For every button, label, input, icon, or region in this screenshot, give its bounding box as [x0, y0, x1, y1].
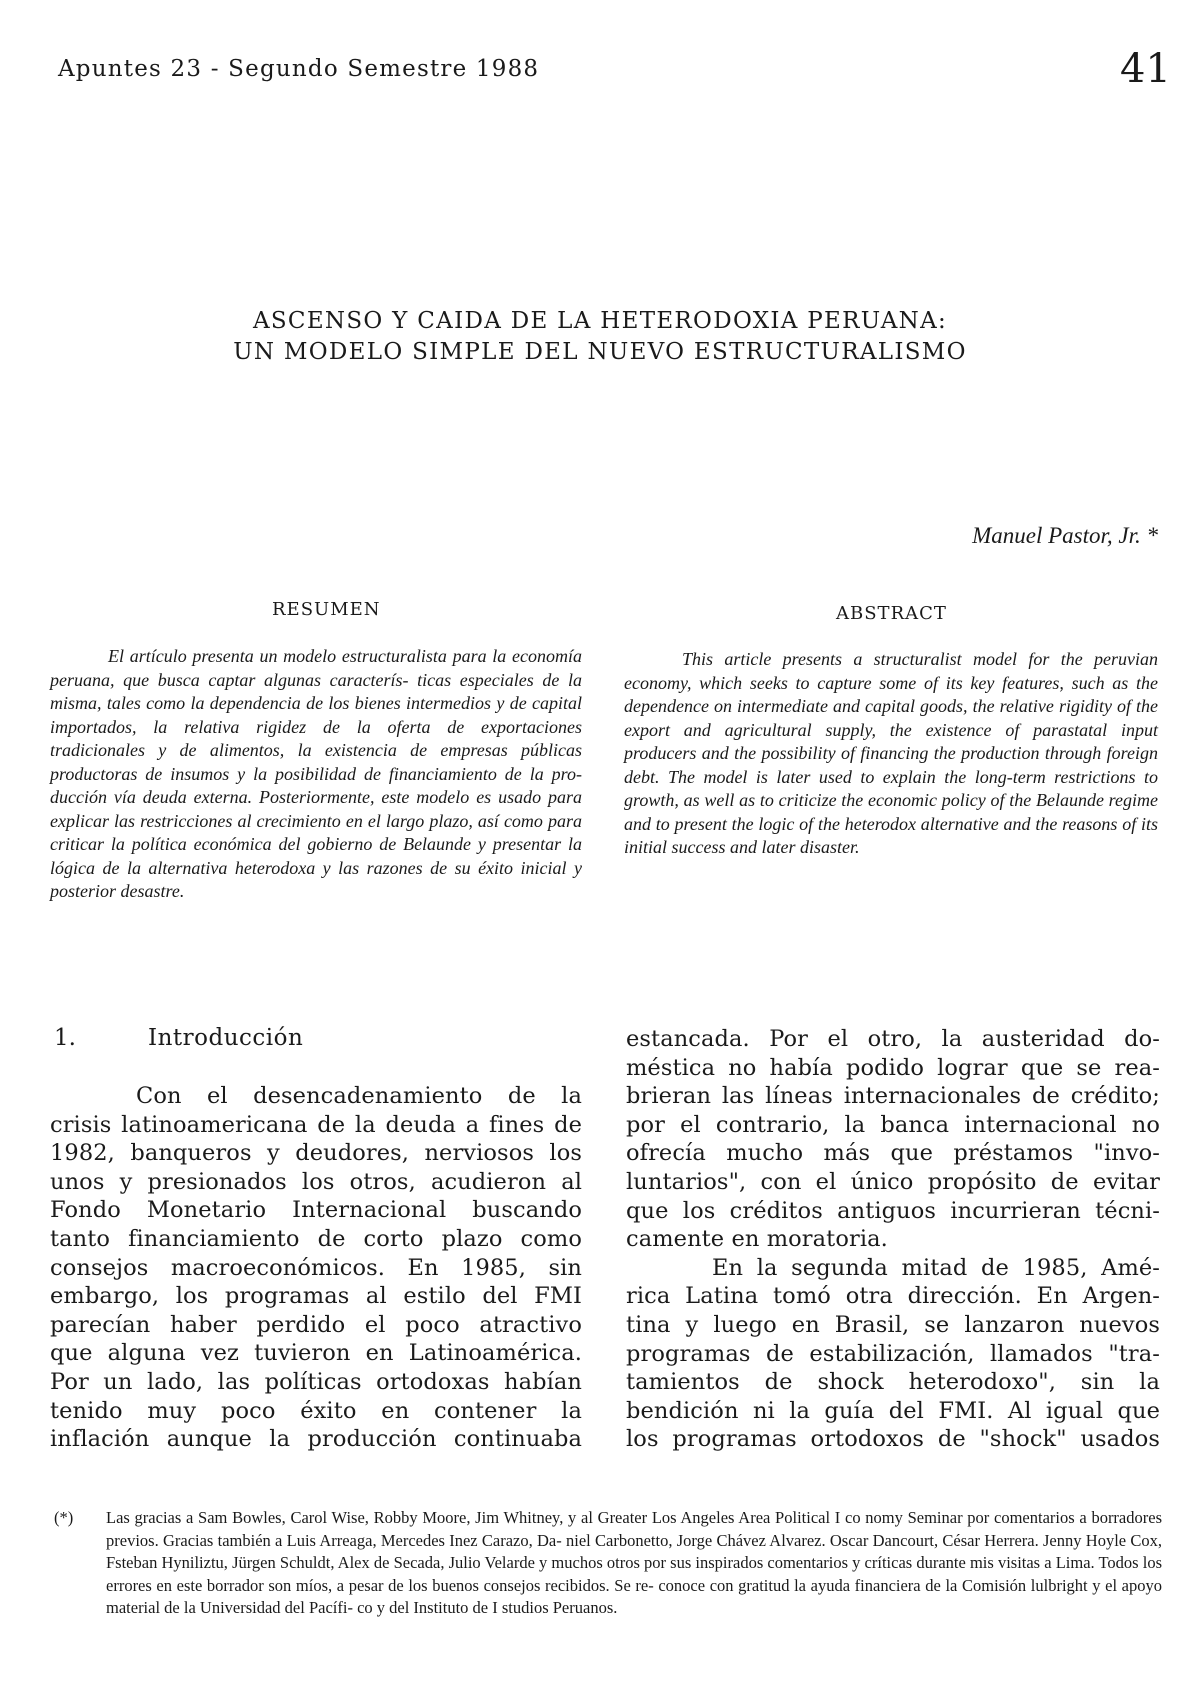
body-line: consejos macroeconómicos. En 1985, sin [50, 1254, 582, 1281]
resumen-heading: RESUMEN [272, 599, 381, 620]
body-line: que los créditos antiguos incurrieran técni- [626, 1197, 1160, 1224]
body-line: programas de estabilización, llamados "tra- [626, 1340, 1160, 1367]
body-line: tamientos de shock heterodoxo", sin la [626, 1369, 1160, 1396]
body-line: camente en moratoria. [626, 1226, 888, 1253]
body-line: estancada. Por el otro, la austeridad do- [626, 1026, 1160, 1052]
body-line: luntarios", con el único propósito de evitar [626, 1168, 1160, 1195]
body-column-left [50, 1082, 582, 1454]
section-number: 1. [54, 1025, 76, 1051]
abstract-text [624, 648, 1158, 860]
footnote-mark: (*) [54, 1508, 74, 1527]
body-line: 1982, banqueros y deudores, nerviosos los [50, 1140, 582, 1167]
title-line-1: ASCENSO Y CAIDA DE LA HETERODOXIA PERUANA: [252, 308, 948, 334]
section-title: Introducción [148, 1025, 304, 1051]
page-number: 41 [1120, 46, 1171, 92]
body-line: que alguna vez tuvieron en Latinoamérica. [50, 1340, 582, 1367]
body-line: los programas ortodoxos de "shock" usados [626, 1426, 1160, 1453]
body-line: inflación aunque la producción continuaba [50, 1426, 582, 1453]
body-line: ofrecía mucho más que préstamos "invo- [626, 1140, 1160, 1167]
body-line: brieran las líneas internacionales de crédito; [626, 1083, 1160, 1110]
body-line: rica Latina tomó otra dirección. En Argen- [626, 1283, 1160, 1310]
body-line: En la segunda mitad de 1985, Amé- [712, 1254, 1160, 1281]
article-title [0, 306, 1200, 368]
body-line: Por un lado, las políticas ortodoxas habían [50, 1368, 582, 1395]
footnote-text: Las gracias a Sam Bowles, Carol Wise, Robby Moore, Jim Whitney, y al Greater Los Angeles Area Political I co nomy Seminar por comentarios a borradores previos. Gracias también a Luis Arreaga, Mercedes Inez Carazo, Da- niel Carbonetto, Jorge Chávez Alvarez. Oscar Dancourt, César Herrera. Jenny Hoyle Cox, Fsteban Hyniliztu, Jürgen Schuldt, Alex de Secada, Julio Velarde y muchos otros por sus inspirados comentarios y críticas durante mis visitas a Lima. Todos los errores en este borrador son míos, a pesar de los buenos consejos recibidos. Se re- conoce con gratitud la ayuda financiera de la Comisión lulbright y el apoyo material de la Universidad del Pacífi- co y del Instituto de I studios Peruanos. [106, 1508, 1162, 1617]
body-line: Con el desencadenamiento de la [136, 1083, 582, 1109]
footnote [54, 1507, 1162, 1620]
body-line: bendición ni la guía del FMI. Al igual que [626, 1397, 1160, 1424]
abstract-heading: ABSTRACT [836, 603, 947, 624]
running-header: Apuntes 23 - Segundo Semestre 1988 [58, 56, 540, 82]
resumen-text [50, 645, 582, 904]
body-line: Fondo Monetario Internacional buscando [50, 1197, 582, 1224]
resumen-body: El artículo presenta un modelo estructuralista para la economía peruana, que busca captar algunas caracterís- ticas especiales de la misma, tales como la dependencia de los bienes intermedios y de capital importados, la relativa rigidez de la oferta de exportaciones tradicionales y de alimentos, la existencia de empresas públicas productoras de insumos y la posibilidad de financiamiento de la pro- ducción vía deuda externa. Posteriormente, este modelo es usado para explicar las restricciones al crecimiento en el largo plazo, así como para criticar la política económica del gobierno de Belaunde y presentar la lógica de la alternativa heterodoxa y las razones de su éxito inicial y posterior desastre. [50, 646, 582, 901]
body-line: por el contrario, la banca internacional no [626, 1111, 1160, 1138]
body-line: embargo, los programas al estilo del FMI [50, 1283, 582, 1310]
abstract-body: This article presents a structuralist model for the peruvian economy, which seeks to capture some of its key features, such as the dependence on intermediate and capital goods, the relative rigidity of the export and agricultural supply, the existence of parastatal input producers and the possibility of financing the production through foreign debt. The model is later used to explain the long-term restrictions to growth, as well as to criticize the economic policy of the Belaunde regime and to present the logic of the heterodox alternative and the reasons of its initial success and later disaster. [624, 649, 1158, 857]
body-line: tenido muy poco éxito en contener la [50, 1397, 582, 1424]
body-column-right [626, 1025, 1160, 1454]
body-line: crisis latinoamericana de la deuda a fines de [50, 1111, 582, 1138]
body-line: unos y presionados los otros, acudieron al [50, 1168, 582, 1195]
body-line: tina y luego en Brasil, se lanzaron nuevos [626, 1311, 1160, 1338]
title-line-2: UN MODELO SIMPLE DEL NUEVO ESTRUCTURALISMO [233, 339, 967, 365]
author-name: Manuel Pastor, Jr. * [972, 523, 1158, 548]
body-line: méstica no había podido lograr que se rea- [626, 1054, 1160, 1081]
body-line: tanto financiamiento de corto plazo como [50, 1225, 582, 1252]
body-line: parecían haber perdido el poco atractivo [50, 1311, 582, 1338]
